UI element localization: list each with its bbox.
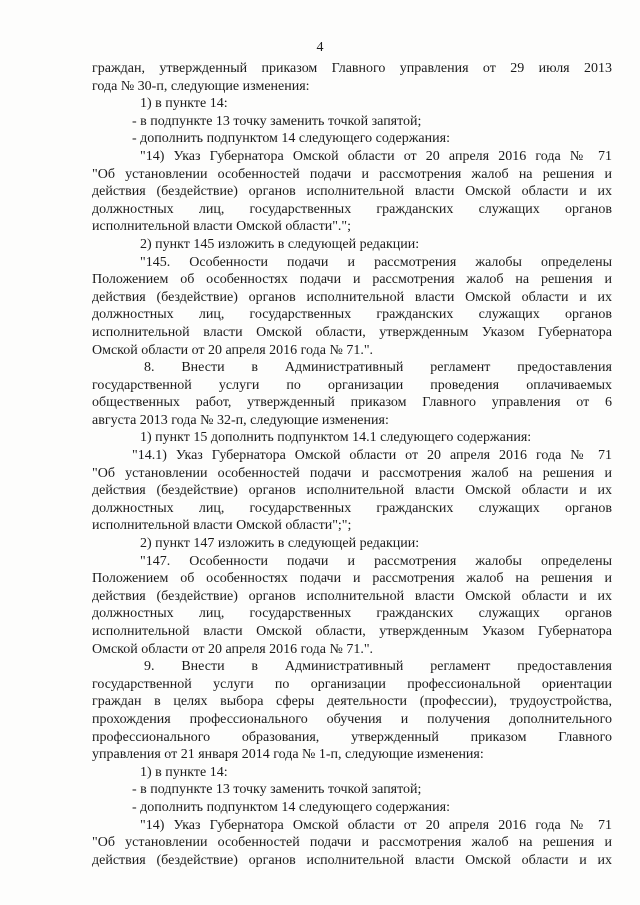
text-line: должностных лиц, государственных гражданских служащих органов [92, 201, 612, 217]
text-line: государственной услуги по организации профессиональной ориентации [92, 676, 612, 692]
text-line: общественных работ, утвержденный приказом Главного управления от 6 [92, 395, 612, 411]
text-line: года № 30-п, следующие изменения: [92, 78, 310, 94]
text-line: действия (бездействие) органов исполнительной власти Омской области и их [92, 289, 612, 305]
text-line: "14.1) Указ Губернатора Омской области от 20 апреля 2016 года № 71 [132, 448, 612, 464]
page-number: 4 [316, 40, 324, 55]
text-line: Положением об особенностях подачи и рассмотрения жалоб на решения и [92, 272, 612, 288]
text-line: "14) Указ Губернатора Омской области от 20 апреля 2016 года № 71 [140, 148, 612, 164]
text-line: "14) Указ Губернатора Омской области от 20 апреля 2016 года № 71 [140, 817, 612, 833]
text-line: граждан в целях выбора сферы деятельности (профессии), трудоустройства, [92, 694, 612, 710]
text-line: действия (бездействие) органов исполнительной власти Омской области и их [92, 184, 612, 200]
document-body [92, 60, 612, 869]
text-line: - дополнить подпунктом 14 следующего содержания: [132, 799, 450, 815]
text-line: 1) пункт 15 дополнить подпунктом 14.1 следующего содержания: [140, 430, 532, 446]
text-line: должностных лиц, государственных гражданских служащих органов [92, 500, 612, 516]
text-line: 2) пункт 145 изложить в следующей редакции: [140, 236, 420, 252]
text-line: должностных лиц, государственных гражданских служащих органов [92, 606, 612, 622]
text-line: "Об установлении особенностей подачи и рассмотрения жалоб на решения и [92, 166, 612, 182]
text-line: "145. Особенности подачи и рассмотрения жалобы определены [140, 254, 612, 270]
text-line: - в подпункте 13 точку заменить точкой запятой; [132, 113, 422, 129]
text-line: 9. Внести в Административный регламент предоставления [144, 659, 612, 675]
text-line: действия (бездействие) органов исполнительной власти Омской области и их [92, 483, 612, 499]
text-line: - в подпункте 13 точку заменить точкой запятой; [132, 782, 422, 798]
text-line: 2) пункт 147 изложить в следующей редакции: [140, 536, 420, 552]
text-line: Омской области от 20 апреля 2016 года № 71.". [92, 342, 374, 358]
text-line: Положением об особенностях подачи и рассмотрения жалоб на решения и [92, 571, 612, 587]
text-line: "Об установлении особенностей подачи и рассмотрения жалоб на решения и [92, 835, 612, 851]
text-line: "147. Особенности подачи и рассмотрения жалобы определены [140, 553, 612, 569]
text-line: должностных лиц, государственных гражданских служащих органов [92, 307, 612, 323]
text-line: исполнительной власти Омской области, утвержденным Указом Губернатора [92, 624, 612, 639]
text-line: исполнительной власти Омской области"."; [92, 219, 352, 235]
text-line: - дополнить подпунктом 14 следующего содержания: [132, 131, 450, 147]
text-line: граждан, утвержденный приказом Главного управления от 29 июля 2013 [92, 61, 612, 76]
text-line: исполнительной власти Омской области";"; [92, 518, 352, 534]
text-line: 1) в пункте 14: [140, 96, 228, 112]
text-line: профессионального образования, утвержденный приказом Главного [92, 729, 612, 745]
text-line: Омской области от 20 апреля 2016 года № 71.". [92, 641, 374, 657]
text-line: 8. Внести в Административный регламент предоставления [144, 360, 612, 376]
text-line: действия (бездействие) органов исполнительной власти Омской области и их [92, 588, 612, 604]
text-line: "Об установлении особенностей подачи и рассмотрения жалоб на решения и [92, 465, 612, 481]
text-line: действия (бездействие) органов исполнительной власти Омской области и их [92, 852, 612, 868]
text-line: 1) в пункте 14: [140, 764, 228, 780]
text-line: исполнительной власти Омской области, утвержденным Указом Губернатора [92, 324, 612, 340]
text-line: прохождения профессионального обучения и получения дополнительного [92, 711, 612, 727]
text-line: управления от 21 января 2014 года № 1-п, следующие изменения: [92, 747, 484, 763]
text-line: государственной услуги по организации проведения оплачиваемых [92, 377, 612, 393]
text-line: августа 2013 года № 32-п, следующие изменения: [92, 412, 389, 428]
